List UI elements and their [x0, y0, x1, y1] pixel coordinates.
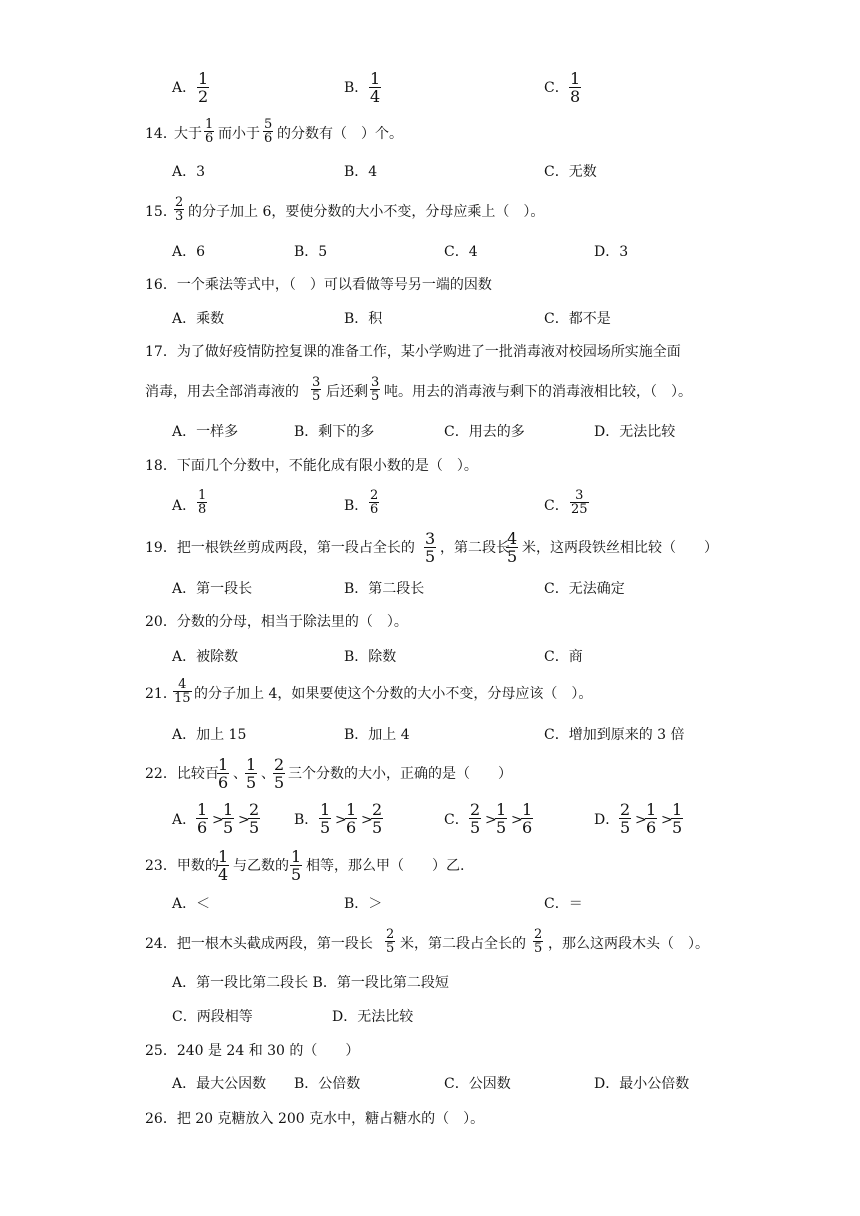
q14-fraction-1: $\frac{1}{6}$ [205, 117, 214, 146]
q18-option-c-label: C． [544, 498, 569, 514]
question-21 [0, 676, 860, 716]
q15-fraction: $\frac{2}{3}$ [175, 195, 184, 224]
q20-option-b: B．除数 [344, 649, 397, 665]
q22-text-2: 三个分数的大小，正确的是（ ） [288, 766, 512, 782]
q18-option-b-fraction: $\frac{2}{6}$ [370, 488, 379, 517]
q23-option-a: A．＜ [172, 896, 211, 912]
q14-option-c: C．无数 [544, 164, 597, 180]
q19-text-1: 19．把一根铁丝剪成两段，第一段占全长的 [145, 540, 415, 556]
question-19 [0, 530, 860, 570]
q13-option-a-fraction: $\frac{1}{2}$ [198, 69, 209, 106]
q20-option-a: A．被除数 [172, 649, 239, 665]
q18-text: 18．下面几个分数中，不能化成有限小数的是（ ）。 [145, 458, 478, 474]
q18-options [0, 486, 860, 526]
q16-text: 16．一个乘法等式中，（ ）可以看做等号另一端的因数 [145, 277, 492, 293]
q25-text: 25．240 是 24 和 30 的（ ） [145, 1043, 360, 1059]
q22-option-d-fraction-1: $\frac{2}{5}$ [620, 800, 631, 837]
q23-option-b: B．＞ [344, 896, 383, 912]
q22-option-c-gt-2: > [511, 812, 523, 828]
question-24 [0, 926, 860, 966]
q19-text-3: 米，这两段铁丝相比较（ ） [522, 540, 718, 556]
q22-option-d-fraction-3: $\frac{1}{5}$ [672, 800, 683, 837]
question-15 [0, 194, 860, 234]
q22-option-b-label: B． [294, 812, 319, 828]
q13-option-c-label: C． [544, 80, 569, 96]
q14-fraction-2: $\frac{5}{6}$ [264, 117, 273, 146]
q23-option-c: C．＝ [544, 896, 583, 912]
q25-option-b: B．公倍数 [294, 1076, 361, 1092]
q14-option-b: B．4 [344, 164, 378, 180]
q17-option-a: A．一样多 [172, 424, 239, 440]
q22-fraction-2: $\frac{1}{5}$ [246, 755, 257, 792]
q24-text-2: 米，第二段占全长的 [400, 936, 526, 952]
q25-option-c: C．公因数 [444, 1076, 511, 1092]
q22-separator-1: 、 [233, 766, 247, 782]
q13-option-a-label: A． [172, 80, 197, 96]
q19-option-b: B．第二段长 [344, 581, 425, 597]
q17-text-1: 消毒，用去全部消毒液的 [145, 384, 299, 400]
q22-option-c-fraction-2: $\frac{1}{5}$ [496, 800, 507, 837]
question-14 [0, 116, 860, 156]
q22-option-d-fraction-2: $\frac{1}{6}$ [646, 800, 657, 837]
q17-fraction-1: $\frac{3}{5}$ [312, 375, 321, 404]
q22-option-b-fraction-3: $\frac{2}{5}$ [372, 800, 383, 837]
q21-number: 21． [145, 686, 177, 702]
q25-option-a: A．最大公因数 [172, 1076, 267, 1092]
q14-number: 14． [145, 126, 177, 142]
q15-number: 15． [145, 204, 177, 220]
q23-fraction-2: $\frac{1}{5}$ [291, 847, 302, 884]
q21-option-b: B．加上 4 [344, 727, 410, 743]
q20-option-c: C．商 [544, 649, 583, 665]
q13-option-b-label: B． [344, 80, 369, 96]
q24-fraction-1: $\frac{2}{5}$ [386, 927, 395, 956]
q22-separator-2: 、 [261, 766, 275, 782]
q22-option-b-gt-2: > [361, 812, 373, 828]
q13-option-b-fraction: $\frac{1}{4}$ [370, 69, 381, 106]
q22-options [0, 800, 860, 840]
q24-text-3: ，那么这两段木头（ ）。 [548, 936, 709, 952]
q14-text-2: 而小于 [218, 126, 260, 142]
q22-option-b-fraction-1: $\frac{1}{5}$ [320, 800, 331, 837]
q22-option-d-gt-2: > [661, 812, 673, 828]
q15-option-b: B．5 [294, 244, 328, 260]
q19-option-a: A．第一段长 [172, 581, 253, 597]
q17-option-b: B．剩下的多 [294, 424, 375, 440]
question-18 [0, 450, 860, 490]
q18-option-a-fraction: $\frac{1}{8}$ [198, 488, 207, 517]
q22-text-1: 22．比较百 [145, 766, 219, 782]
q19-fraction-2: $\frac{4}{5}$ [507, 529, 518, 566]
question-17-line-2 [0, 374, 860, 414]
q17-fraction-2: $\frac{3}{5}$ [371, 375, 380, 404]
q22-option-c-label: C． [444, 812, 469, 828]
question-22 [0, 754, 860, 794]
q23-text-2: 与乙数的 [233, 858, 289, 874]
q22-option-c-fraction-3: $\frac{1}{6}$ [522, 800, 533, 837]
q26-text: 26．把 20 克糖放入 200 克水中，糖占糖水的（ ）。 [145, 1111, 485, 1127]
q24-text-1: 24．把一根木头截成两段，第一段长 [145, 936, 373, 952]
q13-options [0, 68, 860, 108]
q22-option-c-gt-1: > [485, 812, 497, 828]
q24-option-c: C．两段相等 [172, 1009, 253, 1025]
q16-option-a: A．乘数 [172, 311, 225, 327]
q14-text-1: 大于 [174, 126, 202, 142]
q22-option-a-fraction-1: $\frac{1}{6}$ [197, 800, 208, 837]
question-26 [0, 1106, 860, 1146]
q17-text-line-1: 17．为了做好疫情防控复课的准备工作，某小学购进了一批消毒液对校园场所实施全面 [145, 344, 681, 360]
q16-option-c: C．都不是 [544, 311, 611, 327]
q15-option-a: A．6 [172, 244, 206, 260]
q21-text: 的分子加上 4，如果要使这个分数的大小不变，分母应该（ ）。 [194, 686, 593, 702]
q22-fraction-1: $\frac{1}{6}$ [218, 755, 229, 792]
q22-option-a-gt-1: > [212, 812, 224, 828]
q22-option-b-gt-1: > [335, 812, 347, 828]
q20-text: 20．分数的分母，相当于除法里的（ ）。 [145, 614, 408, 630]
q13-option-c-fraction: $\frac{1}{8}$ [570, 69, 581, 106]
q22-option-a-fraction-3: $\frac{2}{5}$ [249, 800, 260, 837]
q23-text-1: 23．甲数的 [145, 858, 219, 874]
q22-fraction-3: $\frac{2}{5}$ [274, 755, 285, 792]
q17-text-2: 后还剩 [326, 384, 368, 400]
q21-option-a: A．加上 15 [172, 727, 247, 743]
q14-text-3: 的分数有（ ）个。 [277, 126, 403, 142]
q18-option-c-fraction: $\frac{3}{25}$ [571, 488, 588, 517]
q18-option-b-label: B． [344, 498, 369, 514]
q24-option-a-b: A．第一段比第二段长 B．第一段比第二段短 [172, 975, 449, 991]
q15-option-d: D．3 [594, 244, 629, 260]
q22-option-b-fraction-2: $\frac{1}{6}$ [346, 800, 357, 837]
q24-option-d: D．无法比较 [332, 1009, 414, 1025]
q22-option-a-fraction-2: $\frac{1}{5}$ [223, 800, 234, 837]
q14-option-a: A．3 [172, 164, 206, 180]
q17-text-3: 吨。用去的消毒液与剩下的消毒液相比较，（ ）。 [384, 384, 692, 400]
q19-option-c: C．无法确定 [544, 581, 625, 597]
q25-option-d: D．最小公倍数 [594, 1076, 690, 1092]
q23-text-3: 相等，那么甲（ ）乙. [306, 858, 465, 874]
q15-text: 的分子加上 6，要使分数的大小不变，分母应乘上（ ）。 [188, 204, 545, 220]
q22-option-d-gt-1: > [635, 812, 647, 828]
q21-option-c: C．增加到原来的 3 倍 [544, 727, 685, 743]
q16-option-b: B．积 [344, 311, 383, 327]
q18-option-a-label: A． [172, 498, 197, 514]
q15-option-c: C．4 [444, 244, 478, 260]
question-17-line-1 [0, 338, 860, 378]
q23-fraction-1: $\frac{1}{4}$ [218, 847, 229, 884]
q19-text-2: ，第二段长 [440, 540, 510, 556]
q21-fraction: $\frac{4}{15}$ [174, 677, 191, 706]
q24-fraction-2: $\frac{2}{5}$ [534, 927, 543, 956]
question-23 [0, 846, 860, 886]
q22-option-c-fraction-1: $\frac{2}{5}$ [470, 800, 481, 837]
q22-option-a-gt-2: > [238, 812, 250, 828]
q23-options [0, 890, 860, 930]
q17-option-d: D．无法比较 [594, 424, 676, 440]
q17-option-c: C．用去的多 [444, 424, 525, 440]
q22-option-a-label: A． [172, 812, 197, 828]
q22-option-d-label: D． [594, 812, 620, 828]
q19-fraction-1: $\frac{3}{5}$ [425, 529, 436, 566]
